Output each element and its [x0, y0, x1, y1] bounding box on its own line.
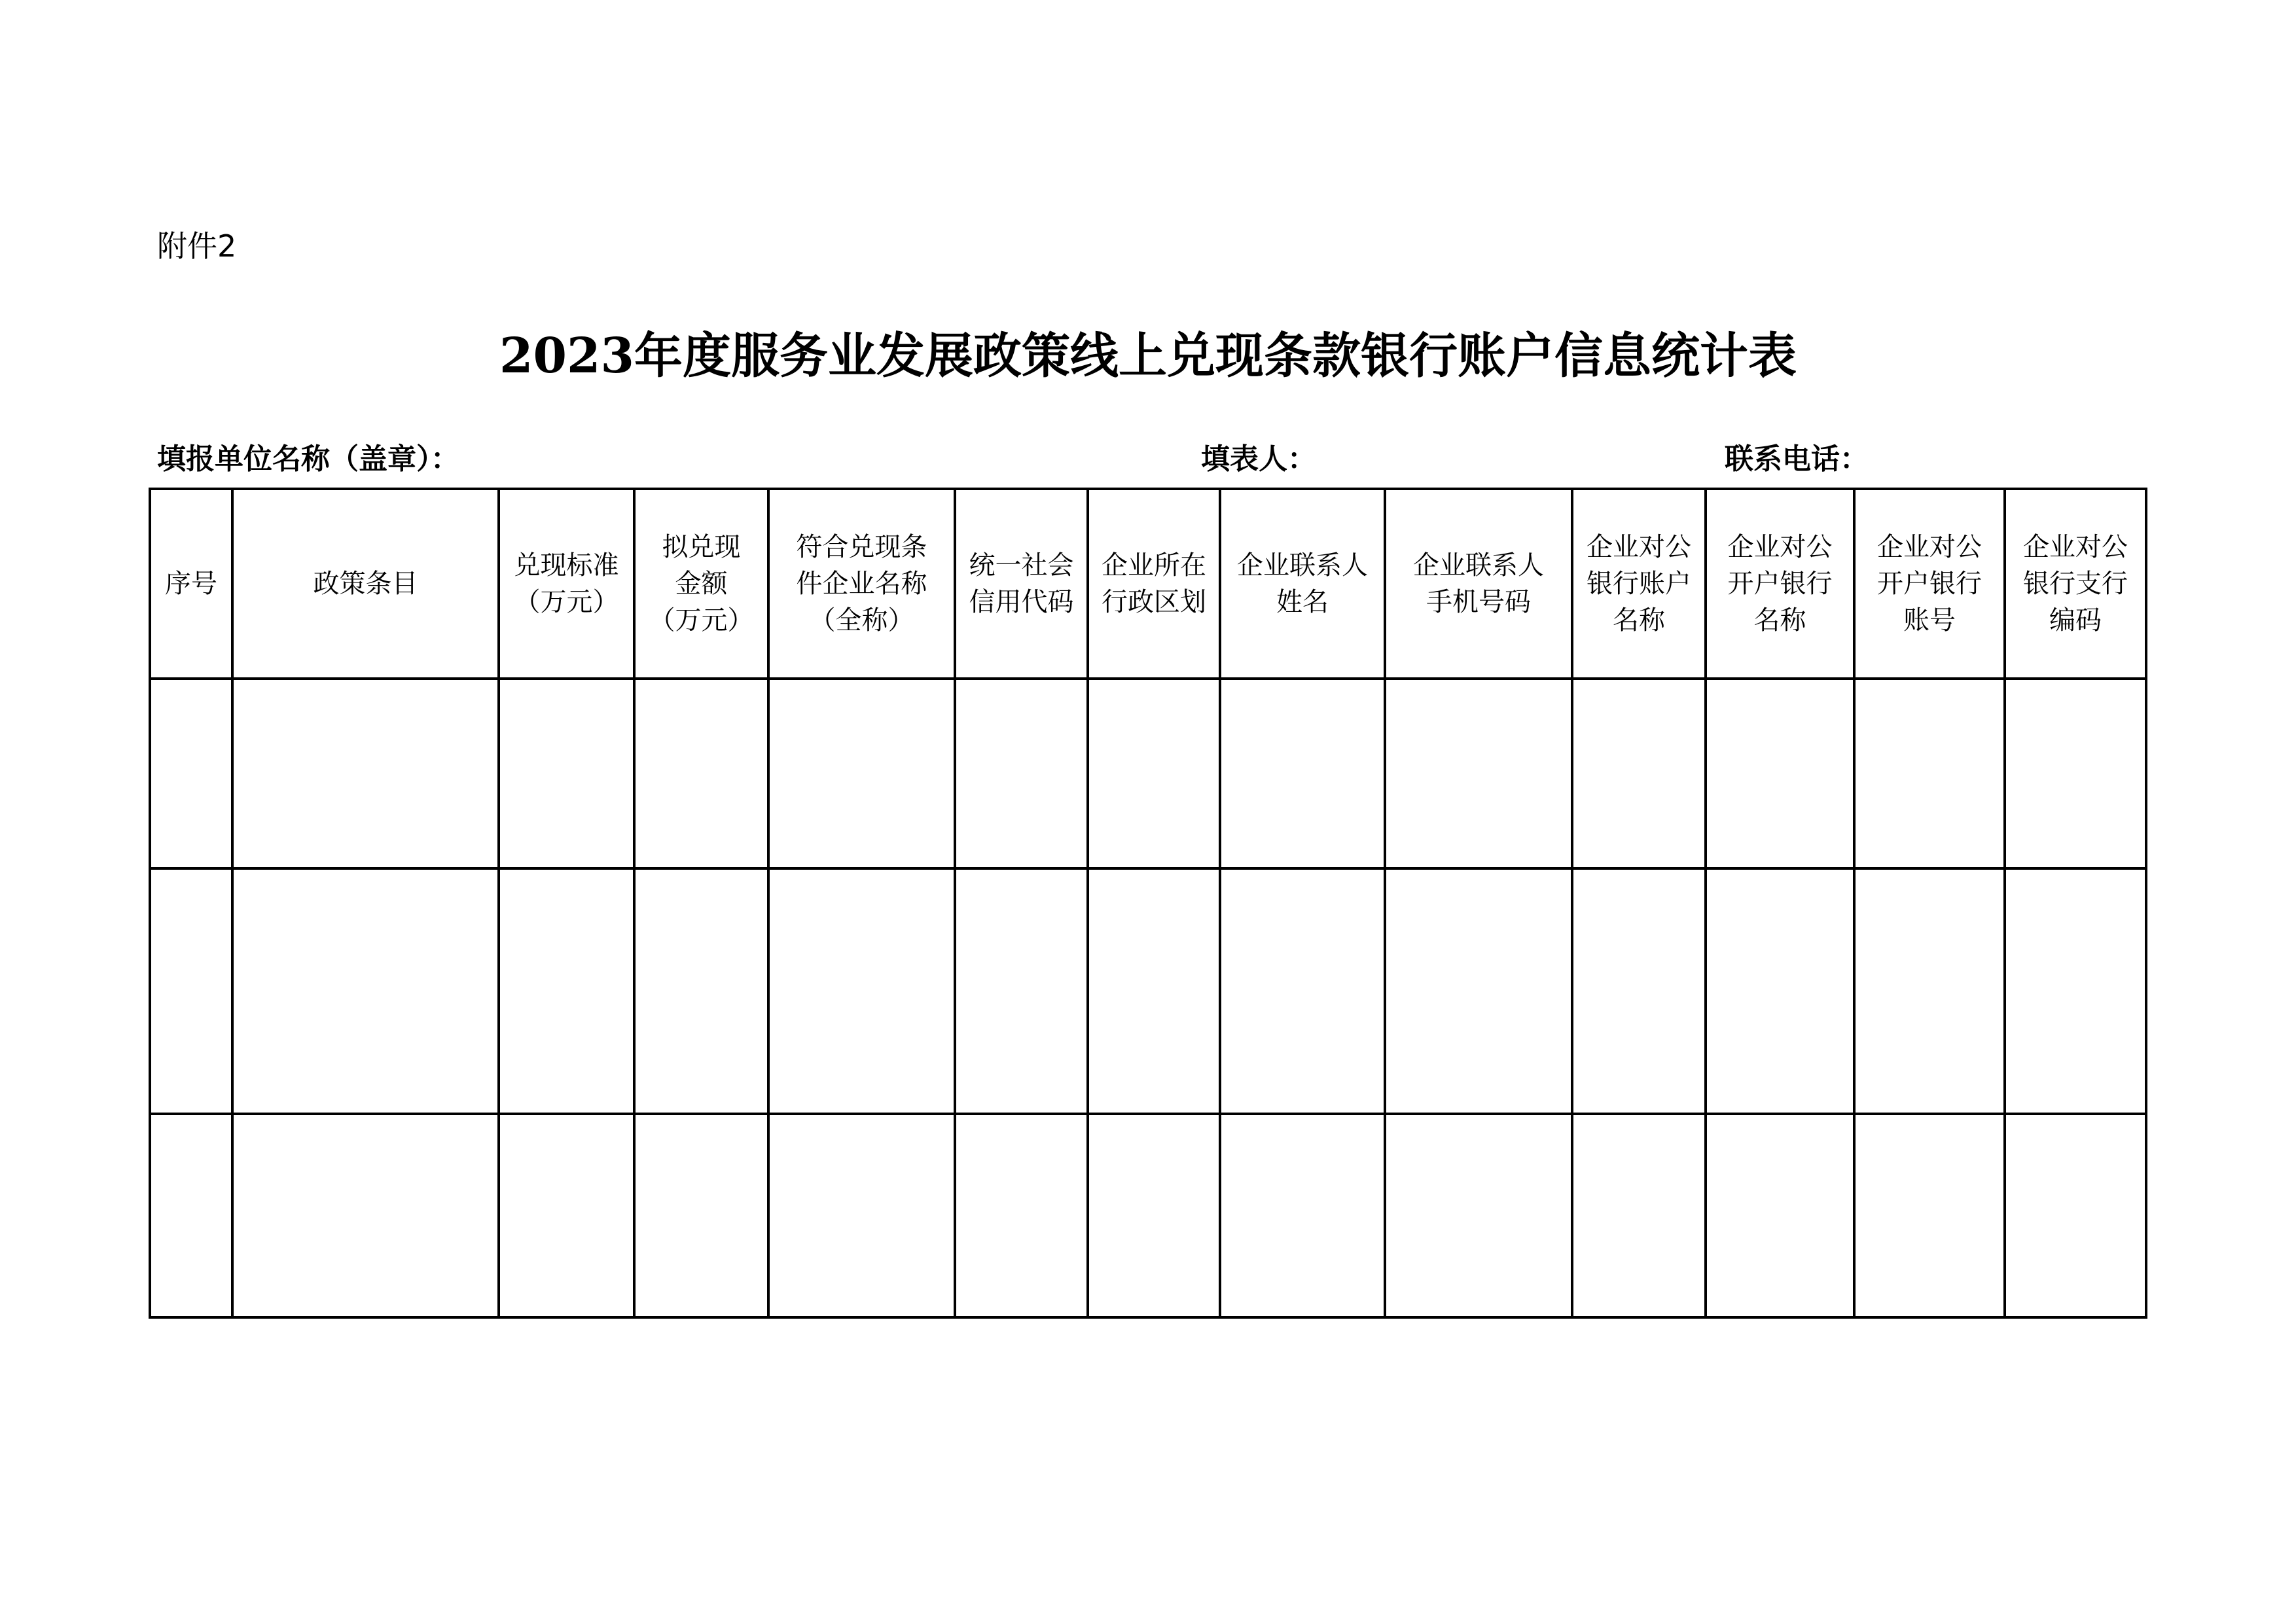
table-cell[interactable]: [1854, 868, 2005, 1114]
column-header: 企业对公 银行支行 编码: [2005, 489, 2146, 679]
table-cell[interactable]: [768, 1114, 955, 1317]
table-cell[interactable]: [150, 1114, 232, 1317]
table-cell[interactable]: [1220, 679, 1385, 868]
table-cell[interactable]: [499, 868, 634, 1114]
table-row: [150, 679, 2146, 868]
table-cell[interactable]: [232, 1114, 499, 1317]
column-header: 兑现标准 （万元）: [499, 489, 634, 679]
table-cell[interactable]: [150, 679, 232, 868]
column-header: 序号: [150, 489, 232, 679]
table-cell[interactable]: [2005, 1114, 2146, 1317]
column-header: 拟兑现 金额 （万元）: [634, 489, 768, 679]
table-cell[interactable]: [1854, 1114, 2005, 1317]
column-header: 企业对公 银行账户 名称: [1572, 489, 1706, 679]
column-header: 企业对公 开户银行 名称: [1706, 489, 1854, 679]
phone-label: 联系电话：: [1725, 442, 1869, 476]
header-row: [150, 489, 2146, 679]
table-cell[interactable]: [634, 868, 768, 1114]
column-header: 企业联系人 手机号码: [1385, 489, 1572, 679]
table-cell[interactable]: [1572, 679, 1706, 868]
table-cell[interactable]: [1572, 868, 1706, 1114]
table-cell[interactable]: [1706, 1114, 1854, 1317]
page-title: 2023年度服务业发展政策线上兑现条款银行账户信息统计表: [499, 328, 1797, 384]
table-cell[interactable]: [2005, 679, 2146, 868]
table-cell[interactable]: [1088, 679, 1220, 868]
table-cell[interactable]: [768, 868, 955, 1114]
table-cell[interactable]: [1385, 1114, 1572, 1317]
table-cell[interactable]: [1088, 1114, 1220, 1317]
table-row: [150, 1114, 2146, 1317]
table-cell[interactable]: [150, 868, 232, 1114]
unit-name-label: 填报单位名称（盖章）：: [157, 442, 459, 476]
table-cell[interactable]: [232, 679, 499, 868]
table-cell[interactable]: [955, 868, 1088, 1114]
table-cell[interactable]: [1220, 1114, 1385, 1317]
table-cell[interactable]: [1854, 679, 2005, 868]
attachment-label: 附件2: [157, 228, 237, 264]
statistics-table: [149, 488, 2147, 1319]
table-cell[interactable]: [1088, 868, 1220, 1114]
table-cell[interactable]: [499, 1114, 634, 1317]
table-cell[interactable]: [2005, 868, 2146, 1114]
table-cell[interactable]: [1385, 679, 1572, 868]
table-cell[interactable]: [1572, 1114, 1706, 1317]
table-cell[interactable]: [634, 679, 768, 868]
table-row: [150, 868, 2146, 1114]
column-header: 政策条目: [232, 489, 499, 679]
table-cell[interactable]: [1220, 868, 1385, 1114]
column-header: 企业联系人 姓名: [1220, 489, 1385, 679]
column-header: 企业所在 行政区划: [1088, 489, 1220, 679]
table-cell[interactable]: [232, 868, 499, 1114]
column-header: 企业对公 开户银行 账号: [1854, 489, 2005, 679]
table-cell[interactable]: [768, 679, 955, 868]
table-cell[interactable]: [955, 1114, 1088, 1317]
filler-label: 填表人：: [1201, 442, 1316, 476]
table-cell[interactable]: [955, 679, 1088, 868]
table-cell[interactable]: [499, 679, 634, 868]
column-header: 符合兑现条 件企业名称 （全称）: [768, 489, 955, 679]
table-cell[interactable]: [1706, 679, 1854, 868]
table-cell[interactable]: [634, 1114, 768, 1317]
table-cell[interactable]: [1385, 868, 1572, 1114]
column-header: 统一社会 信用代码: [955, 489, 1088, 679]
table-cell[interactable]: [1706, 868, 1854, 1114]
